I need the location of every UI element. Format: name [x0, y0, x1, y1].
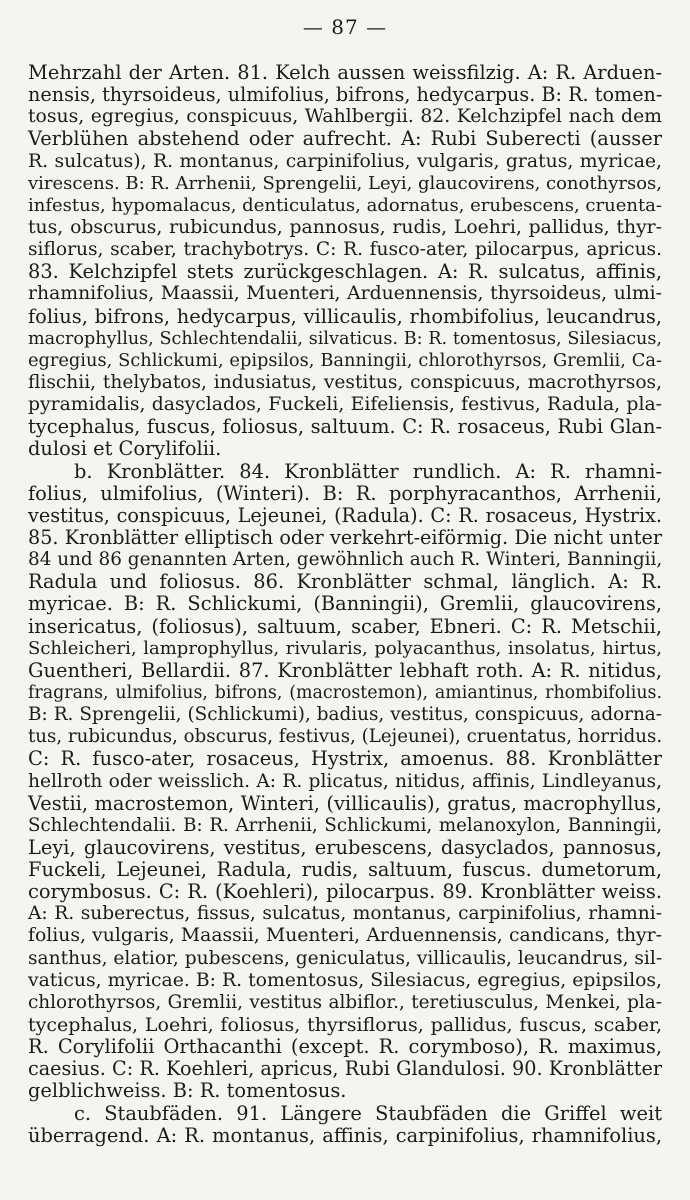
text-line: A: R. suberectus, fissus, sulcatus, montanus, carpinifolius, rhamni-: [28, 903, 662, 925]
text-line: folius, vulgaris, Maassii, Muenteri, Arduennensis, candicans, thyr-: [28, 925, 662, 947]
text-line: caesius. C: R. Koehleri, apricus, Rubi Glandulosi. 90. Kronblätter: [28, 1057, 662, 1081]
text-line: tosus, egregius, conspicuus, Wahlbergii. 82. Kelchzipfel nach dem: [28, 106, 662, 128]
text-line: dulosi et Corylifolii.: [28, 437, 222, 461]
text-line: Radula und foliosus. 86. Kronblätter schmal, länglich. A: R.: [28, 570, 662, 594]
text-line: B: R. Sprengelii, (Schlickumi), badius, vestitus, conspicuus, adorna-: [28, 704, 662, 726]
text-line: überragend. A: R. montanus, affinis, carpinifolius, rhamnifolius,: [28, 1123, 662, 1147]
text-line: Leyi, glaucovirens, vestitus, erubescens, dasyclados, pannosus,: [28, 835, 662, 859]
text-line: flischii, thelybatos, indusiatus, vestitus, conspicuus, macrothyrsos,: [28, 371, 662, 393]
text-line: infestus, hypomalacus, denticulatus, adornatus, erubescens, cruenta-: [28, 194, 662, 216]
text-line: R. sulcatus), R. montanus, carpinifolius, vulgaris, gratus, myricae,: [28, 150, 662, 172]
text-line: Fuckeli, Lejeunei, Radula, rudis, saltuum, fuscus. dumetorum,: [28, 858, 662, 882]
text-line: 85. Kronblätter elliptisch oder verkehrt-eiförmig. Die nicht unter: [28, 525, 662, 549]
text-line: 83. Kelchzipfel stets zurückgeschlagen. A: R. sulcatus, affinis,: [28, 260, 662, 284]
text-line: b. Kronblätter. 84. Kronblätter rundlich. A: R. rhamni-: [74, 459, 662, 483]
page-number: — 87 —: [302, 15, 388, 39]
text-line: siflorus, scaber, trachybotrys. C: R. fusco-ater, pilocarpus, apricus.: [28, 239, 662, 261]
text-line: tus, obscurus, rubicundus, pannosus, rudis, Loehri, pallidus, thyr-: [28, 216, 662, 238]
text-line: santhus, elatior, pubescens, geniculatus, villicaulis, leucandrus, sil-: [28, 947, 663, 969]
text-line: nensis, thyrsoideus, ulmifolius, bifrons, hedycarpus. B: R. tomen-: [28, 83, 663, 107]
text-line: chlorothyrsos, Gremlii, vestitus albiflor., teretiusculus, Menkei, pla-: [28, 991, 662, 1013]
text-line: tycephalus, Loehri, foliosus, thyrsiflorus, pallidus, fuscus, scaber,: [28, 1014, 662, 1037]
text-line: Schlechtendalii. B: R. Arrhenii, Schlickumi, melanoxylon, Banningii,: [28, 814, 662, 836]
text-line: myricae. B: R. Schlickumi, (Banningii), Gremlii, glaucovirens,: [28, 592, 662, 616]
text-line: vestitus, conspicuus, Lejeunei, (Radula). C: R. rosaceus, Hystrix.: [28, 503, 662, 527]
text-line: C: R. fusco-ater, rosaceus, Hystrix, amoenus. 88. Kronblätter: [28, 747, 662, 771]
text-line: c. Staubfäden. 91. Längere Staubfäden die Griffel weit: [74, 1101, 662, 1125]
text-line: virescens. B: R. Arrhenii, Sprengelii, Leyi, glaucovirens, conothyrsos,: [28, 172, 662, 194]
text-line: Vestii, macrostemon, Winteri, (villicaulis), gratus, macrophyllus,: [28, 791, 662, 815]
text-line: rhamnifolius, Maassii, Muenteri, Arduennensis, thyrsoideus, ulmi-: [28, 283, 662, 305]
text-line: egregius, Schlickumi, epipsilos, Banningii, chlorothyrsos, Gremlii, Ca-: [28, 349, 662, 371]
text-line: hellroth oder weisslich. A: R. plicatus, nitidus, affinis, Lindleyanus,: [28, 770, 662, 792]
text-line: R. Corylifolii Orthacanthi (except. R. corymboso), R. maximus,: [28, 1035, 662, 1059]
text-line: fragrans, ulmifolius, bifrons, (macrostemon), amiantinus, rhombifolius.: [28, 682, 662, 703]
text-line: Schleicheri, lamprophyllus, rivularis, polyacanthus, insolatus, hirtus,: [28, 637, 662, 659]
text-line: folius, bifrons, hedycarpus, villicaulis, rhombifolius, leucandrus,: [28, 304, 662, 328]
text-line: pyramidalis, dasyclados, Fuckeli, Eifeliensis, festivus, Radula, pla-: [28, 394, 662, 416]
text-line: gelblichweiss. B: R. tomentosus.: [28, 1079, 347, 1103]
text-line: macrophyllus, Schlechtendalii, silvaticus. B: R. tomentosus, Silesiacus,: [28, 328, 662, 349]
text-line: Mehrzahl der Arten. 81. Kelch aussen weissfilzig. A: R. Arduen-: [28, 61, 662, 84]
text-line: 84 und 86 genannten Arten, gewöhnlich auch R. Winteri, Banningii,: [28, 549, 663, 571]
text-line: insericatus, (foliosus), saltuum, scaber, Ebneri. C: R. Metschii,: [28, 614, 662, 638]
text-line: Verblühen abstehend oder aufrecht. A: Rubi Suberecti (ausser: [28, 127, 662, 151]
text-line: tus, rubicundus, obscurus, festivus, (Lejeunei), cruentatus, horridus.: [28, 726, 663, 748]
text-line: vaticus, myricae. B: R. tomentosus, Silesiacus, egregius, epipsilos,: [28, 969, 662, 991]
body-text: [28, 62, 662, 1147]
text-line: folius, ulmifolius, (Winteri). B: R. porphyracanthos, Arrhenii,: [28, 481, 662, 505]
text-line: corymbosus. C: R. (Koehleri), pilocarpus. 89. Kronblätter weiss.: [28, 880, 662, 904]
text-line: Guentheri, Bellardii. 87. Kronblätter lebhaft roth. A: R. nitidus,: [28, 658, 662, 682]
text-line: tycephalus, fuscus, foliosus, saltuum. C: R. rosaceus, Rubi Glan-: [28, 415, 662, 439]
